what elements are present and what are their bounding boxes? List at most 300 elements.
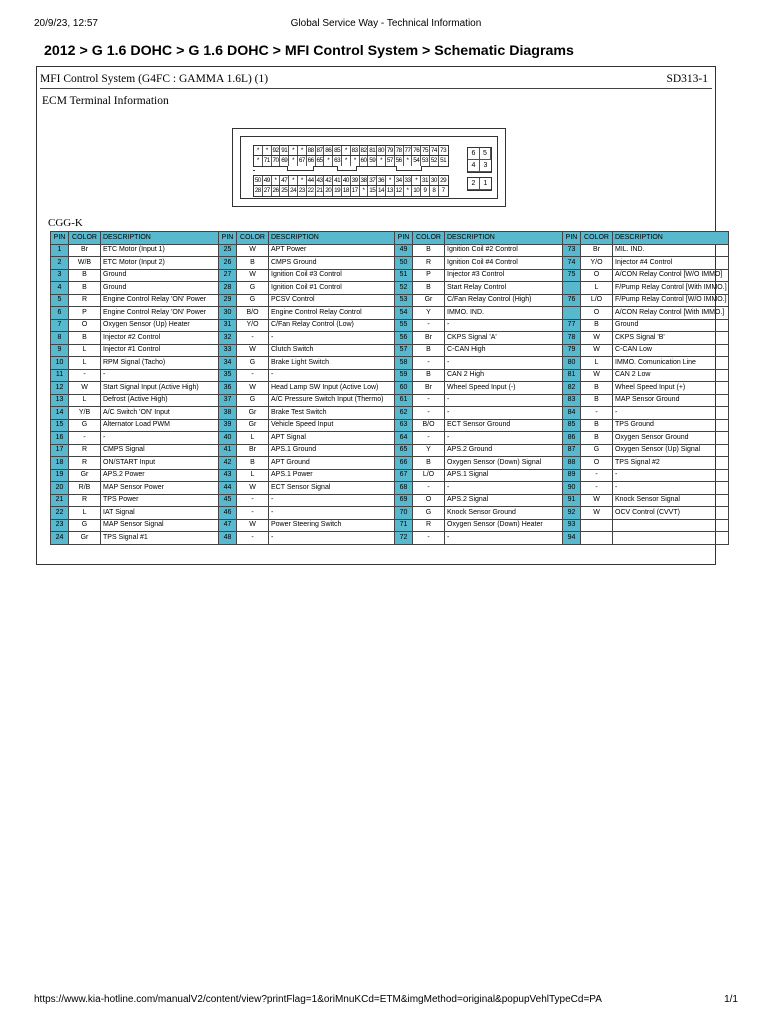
connector-pin: * xyxy=(351,156,360,166)
cell-pin: 47 xyxy=(219,519,237,532)
cell-pin: 90 xyxy=(563,482,581,495)
cell-description: APT Ground xyxy=(269,457,395,470)
table-row xyxy=(51,319,729,332)
connector-pin: 77 xyxy=(404,147,411,154)
connector-pin: 10 xyxy=(413,187,420,194)
connector-pin: 51 xyxy=(440,157,447,164)
connector-pin: * xyxy=(289,156,298,166)
col-header-color: COLOR xyxy=(581,232,613,245)
cell-description: Injector #2 Control xyxy=(101,332,219,345)
connector-pin: * xyxy=(404,186,413,196)
cell-description: Knock Sensor Signal xyxy=(613,494,729,507)
cell-pin: 88 xyxy=(563,457,581,470)
cell-description: OCV Control (CVVT) xyxy=(613,507,729,520)
cell-color: L/O xyxy=(413,469,445,482)
cell-color: - xyxy=(413,357,445,370)
cell-description: Start Relay Control xyxy=(445,282,563,295)
cell-color: L xyxy=(69,344,101,357)
cell-pin xyxy=(563,282,581,295)
cell-description: CKPS Signal 'A' xyxy=(445,332,563,345)
cell-description: Brake Light Switch xyxy=(269,357,395,370)
cell-pin: 5 xyxy=(51,294,69,307)
cell-pin: 93 xyxy=(563,519,581,532)
cell-description: Ground xyxy=(101,282,219,295)
cell-pin: 37 xyxy=(219,394,237,407)
print-datetime: 20/9/23, 12:57 xyxy=(34,18,98,29)
cell-pin: 20 xyxy=(51,482,69,495)
cell-pin: 78 xyxy=(563,332,581,345)
cell-description: A/CON Relay Control [W/O IMMO] xyxy=(613,269,729,282)
cell-color: W xyxy=(237,344,269,357)
panel-title: MFI Control System (G4FC : GAMMA 1.6L) (1) xyxy=(40,73,269,85)
col-header-color: COLOR xyxy=(237,232,269,245)
col-header-description: DESCRIPTION xyxy=(613,232,729,245)
cell-pin: 45 xyxy=(219,494,237,507)
cell-description: - xyxy=(613,469,729,482)
cell-description: Wheel Speed Input (+) xyxy=(613,382,729,395)
cell-pin: 82 xyxy=(563,382,581,395)
cell-description: A/CON Relay Control [With IMMO.] xyxy=(613,307,729,320)
cell-color: G xyxy=(237,282,269,295)
cell-pin: 68 xyxy=(395,482,413,495)
cell-color: G xyxy=(413,507,445,520)
cell-pin: 41 xyxy=(219,444,237,457)
connector-pin: 81 xyxy=(369,147,376,154)
cell-color: B xyxy=(413,244,445,257)
cell-description: Power Steering Switch xyxy=(269,519,395,532)
cell-pin: 81 xyxy=(563,369,581,382)
ecm-terminal-table xyxy=(50,231,729,545)
cell-color: - xyxy=(413,532,445,545)
cell-color: - xyxy=(237,494,269,507)
cell-color: - xyxy=(69,369,101,382)
cell-color: L xyxy=(69,507,101,520)
connector-pin: 37 xyxy=(369,177,376,184)
cell-pin: 1 xyxy=(51,244,69,257)
table-row xyxy=(51,419,729,432)
cell-pin: 61 xyxy=(395,394,413,407)
cell-color: Y xyxy=(413,444,445,457)
cell-pin: 38 xyxy=(219,407,237,420)
connector-pin: 24 xyxy=(290,187,297,194)
cell-description: CKPS Signal 'B' xyxy=(613,332,729,345)
table-row xyxy=(51,332,729,345)
connector-pin: 21 xyxy=(316,187,323,194)
cell-pin: 23 xyxy=(51,519,69,532)
connector-pin: 23 xyxy=(298,187,305,194)
cell-pin: 66 xyxy=(395,457,413,470)
connector-pin: 83 xyxy=(351,147,358,154)
cell-description: - xyxy=(613,407,729,420)
cell-color: Br xyxy=(413,332,445,345)
connector-pin: 1 xyxy=(480,178,492,190)
cell-description: TPS Power xyxy=(101,494,219,507)
cell-pin: 30 xyxy=(219,307,237,320)
cell-pin: 83 xyxy=(563,394,581,407)
connector-pin: 86 xyxy=(325,147,332,154)
connector-pin: 42 xyxy=(325,177,332,184)
cell-pin: 49 xyxy=(395,244,413,257)
cell-description: Ground xyxy=(101,269,219,282)
cell-pin: 34 xyxy=(219,357,237,370)
cell-pin: 51 xyxy=(395,269,413,282)
table-row xyxy=(51,344,729,357)
connector-pin: 71 xyxy=(263,157,270,164)
connector-pin: 47 xyxy=(281,177,288,184)
cell-color: - xyxy=(237,507,269,520)
connector-pin: * xyxy=(272,176,281,186)
cell-color: G xyxy=(581,444,613,457)
cell-color: - xyxy=(237,332,269,345)
cell-color: B xyxy=(581,432,613,445)
cell-color: - xyxy=(69,432,101,445)
cell-description: - xyxy=(445,407,563,420)
cell-pin: 3 xyxy=(51,269,69,282)
cell-description: TPS Ground xyxy=(613,419,729,432)
cell-description: IMMO. Comunication Line xyxy=(613,357,729,370)
connector-pin: 82 xyxy=(360,147,367,154)
cell-description: Knock Sensor Ground xyxy=(445,507,563,520)
connector-pin: 66 xyxy=(307,157,314,164)
cell-pin: 54 xyxy=(395,307,413,320)
cell-description: Ignition Coil #1 Control xyxy=(269,282,395,295)
cell-description: C-CAN Low xyxy=(613,344,729,357)
cell-color: - xyxy=(413,407,445,420)
cell-description: Engine Control Relay 'ON' Power xyxy=(101,294,219,307)
cell-description xyxy=(613,532,729,545)
connector-pin: 19 xyxy=(334,187,341,194)
section-title: ECM Terminal Information xyxy=(42,95,169,107)
cell-color: R xyxy=(413,519,445,532)
cell-description: F/Pump Relay Control [W/O IMMO.] xyxy=(613,294,729,307)
cell-color: Gr xyxy=(413,294,445,307)
cell-description xyxy=(613,519,729,532)
cell-description: A/C Pressure Switch Input (Thermo) xyxy=(269,394,395,407)
table-row xyxy=(51,357,729,370)
connector-pin: * xyxy=(342,156,351,166)
connector-pin: 13 xyxy=(386,187,393,194)
cell-description: Injector #1 Control xyxy=(101,344,219,357)
cell-pin: 87 xyxy=(563,444,581,457)
cell-color: P xyxy=(413,269,445,282)
cell-pin: 25 xyxy=(219,244,237,257)
cell-color: O xyxy=(581,457,613,470)
cell-pin: 15 xyxy=(51,419,69,432)
cell-pin: 56 xyxy=(395,332,413,345)
cell-pin: 35 xyxy=(219,369,237,382)
connector-pin: 12 xyxy=(395,187,402,194)
cell-description: Start Signal Input (Active High) xyxy=(101,382,219,395)
connector-keyway xyxy=(337,166,357,171)
connector-pin: * xyxy=(298,146,307,156)
cell-description: Ignition Coil #3 Control xyxy=(269,269,395,282)
table-row xyxy=(51,444,729,457)
cell-color: B xyxy=(581,319,613,332)
cell-pin: 11 xyxy=(51,369,69,382)
cell-color: Br xyxy=(413,382,445,395)
cell-pin: 33 xyxy=(219,344,237,357)
connector-pin: 92 xyxy=(272,147,279,154)
connector-pin: 41 xyxy=(334,177,341,184)
cell-color: Y xyxy=(413,307,445,320)
cell-color: G xyxy=(237,357,269,370)
connector-pin-row xyxy=(253,185,449,197)
cell-description: Vehicle Speed Input xyxy=(269,419,395,432)
cell-pin: 58 xyxy=(395,357,413,370)
table-row xyxy=(51,407,729,420)
table-row xyxy=(51,457,729,470)
connector-pin: 36 xyxy=(378,177,385,184)
table-row xyxy=(51,532,729,545)
table-row xyxy=(51,482,729,495)
cell-color: W xyxy=(69,382,101,395)
connector-pin: 4 xyxy=(468,160,480,172)
connector-pin: 30 xyxy=(430,177,437,184)
connector-pin: 26 xyxy=(272,187,279,194)
cell-color: G xyxy=(69,519,101,532)
cell-pin: 10 xyxy=(51,357,69,370)
cell-color: W xyxy=(237,482,269,495)
connector-pin: 44 xyxy=(307,177,314,184)
cell-description: - xyxy=(445,357,563,370)
cell-color: B xyxy=(69,332,101,345)
connector-pin: 31 xyxy=(422,177,429,184)
cell-pin: 26 xyxy=(219,257,237,270)
cell-color: L xyxy=(69,394,101,407)
cell-color: L xyxy=(237,432,269,445)
cell-pin: 19 xyxy=(51,469,69,482)
cell-description: ECT Sensor Signal xyxy=(269,482,395,495)
cell-pin: 65 xyxy=(395,444,413,457)
cell-color: O xyxy=(581,307,613,320)
col-header-pin: PIN xyxy=(563,232,581,245)
table-header-row xyxy=(51,232,729,245)
table-row xyxy=(51,294,729,307)
connector-pin: * xyxy=(386,176,395,186)
cell-pin: 46 xyxy=(219,507,237,520)
cell-color: B xyxy=(581,394,613,407)
cell-description: - xyxy=(445,394,563,407)
cell-color: L xyxy=(581,282,613,295)
connector-pin: 76 xyxy=(413,147,420,154)
cell-pin: 86 xyxy=(563,432,581,445)
connector-pin: 73 xyxy=(440,147,447,154)
cell-description: Ground xyxy=(613,319,729,332)
cell-color: Gr xyxy=(237,419,269,432)
cell-description: - xyxy=(445,532,563,545)
cell-description: Clutch Switch xyxy=(269,344,395,357)
cell-description: Oxygen Sensor (Down) Heater xyxy=(445,519,563,532)
connector-pin: 8 xyxy=(430,186,439,196)
cell-pin: 67 xyxy=(395,469,413,482)
cell-pin: 32 xyxy=(219,332,237,345)
connector-pin: 18 xyxy=(342,187,349,194)
cell-color: Y/B xyxy=(69,407,101,420)
connector-pin: 5 xyxy=(480,148,492,160)
table-row xyxy=(51,369,729,382)
cell-description: CMPS Ground xyxy=(269,257,395,270)
connector-pin: 63 xyxy=(334,157,341,164)
connector-pin: 91 xyxy=(281,147,288,154)
cell-color: G xyxy=(69,419,101,432)
cell-pin: 24 xyxy=(51,532,69,545)
print-header xyxy=(34,18,738,32)
cell-description: Oxygen Sensor (Up) Signal xyxy=(613,444,729,457)
table-row xyxy=(51,307,729,320)
cell-description: - xyxy=(101,369,219,382)
connector-pin: 22 xyxy=(307,187,314,194)
cell-description: APS.1 Signal xyxy=(445,469,563,482)
cell-pin: 28 xyxy=(219,282,237,295)
cell-pin: 64 xyxy=(395,432,413,445)
connector-label: CGG-K xyxy=(48,217,83,229)
cell-description: - xyxy=(269,369,395,382)
connector-pin: 29 xyxy=(440,177,447,184)
connector-pin: * xyxy=(412,176,421,186)
cell-color: R xyxy=(69,444,101,457)
cell-pin: 39 xyxy=(219,419,237,432)
cell-pin: 80 xyxy=(563,357,581,370)
cell-color: B/O xyxy=(413,419,445,432)
cell-color: Br xyxy=(237,444,269,457)
cell-description: C/Fan Relay Control (High) xyxy=(445,294,563,307)
cell-description: IAT Signal xyxy=(101,507,219,520)
cell-description: TPS Signal #1 xyxy=(101,532,219,545)
cell-pin: 22 xyxy=(51,507,69,520)
cell-color: W xyxy=(581,332,613,345)
connector-pin: 40 xyxy=(342,177,349,184)
cell-description: C-CAN High xyxy=(445,344,563,357)
col-header-pin: PIN xyxy=(219,232,237,245)
cell-pin: 59 xyxy=(395,369,413,382)
cell-color: B xyxy=(413,369,445,382)
connector-pin: 87 xyxy=(316,147,323,154)
cell-pin: 13 xyxy=(51,394,69,407)
cell-color: W xyxy=(237,382,269,395)
cell-description: CMPS Signal xyxy=(101,444,219,457)
table-row xyxy=(51,244,729,257)
cell-description: C/Fan Relay Control (Low) xyxy=(269,319,395,332)
cell-pin: 74 xyxy=(563,257,581,270)
connector-pin: 85 xyxy=(334,147,341,154)
connector-pin: 79 xyxy=(386,147,393,154)
cell-pin: 6 xyxy=(51,307,69,320)
cell-description: ON/START Input xyxy=(101,457,219,470)
col-header-pin: PIN xyxy=(51,232,69,245)
cell-color: - xyxy=(581,482,613,495)
table-row xyxy=(51,507,729,520)
cell-pin: 42 xyxy=(219,457,237,470)
col-header-description: DESCRIPTION xyxy=(101,232,219,245)
cell-description: Engine Control Relay 'ON' Power xyxy=(101,307,219,320)
connector-pin: 59 xyxy=(369,157,376,164)
cell-color: B/O xyxy=(237,307,269,320)
connector-pin-row xyxy=(253,155,449,167)
col-header-description: DESCRIPTION xyxy=(445,232,563,245)
table-row xyxy=(51,257,729,270)
connector-housing xyxy=(240,136,498,199)
connector-pin: 17 xyxy=(351,187,358,194)
cell-description: Oxygen Sensor Ground xyxy=(613,432,729,445)
cell-color: - xyxy=(237,532,269,545)
connector-pin-block xyxy=(467,177,492,191)
cell-color: B xyxy=(413,282,445,295)
cell-color: B xyxy=(69,269,101,282)
panel-title-bar xyxy=(40,70,712,89)
col-header-color: COLOR xyxy=(413,232,445,245)
table-row xyxy=(51,282,729,295)
cell-color: Br xyxy=(581,244,613,257)
connector-pin-block xyxy=(467,147,492,173)
cell-description: Defrost (Active High) xyxy=(101,394,219,407)
connector-keyway xyxy=(287,166,314,171)
col-header-pin: PIN xyxy=(395,232,413,245)
print-page-title: Global Service Way - Technical Information xyxy=(290,18,482,29)
cell-pin: 62 xyxy=(395,407,413,420)
cell-pin: 31 xyxy=(219,319,237,332)
cell-description: Wheel Speed Input (-) xyxy=(445,382,563,395)
cell-color: R xyxy=(69,494,101,507)
cell-description: Oxygen Sensor (Down) Signal xyxy=(445,457,563,470)
cell-description: - xyxy=(101,432,219,445)
cell-pin: 9 xyxy=(51,344,69,357)
connector-keyway xyxy=(253,170,255,171)
cell-pin: 76 xyxy=(563,294,581,307)
cell-color: - xyxy=(413,482,445,495)
cell-color: - xyxy=(413,394,445,407)
cell-description: A/C Switch 'ON' Input xyxy=(101,407,219,420)
cell-description: APS.2 Power xyxy=(101,469,219,482)
cell-color: - xyxy=(581,407,613,420)
cell-pin: 29 xyxy=(219,294,237,307)
table-row xyxy=(51,432,729,445)
cell-color: L/O xyxy=(581,294,613,307)
cell-pin: 92 xyxy=(563,507,581,520)
cell-description: Engine Control Relay Control xyxy=(269,307,395,320)
cell-color: W xyxy=(581,507,613,520)
cell-color: R xyxy=(69,457,101,470)
cell-color: B xyxy=(581,382,613,395)
cell-pin: 70 xyxy=(395,507,413,520)
cell-description: F/Pump Relay Control [With IMMO.] xyxy=(613,282,729,295)
print-footer xyxy=(34,994,738,1008)
cell-pin: 53 xyxy=(395,294,413,307)
connector-pin: 2 xyxy=(468,178,480,190)
cell-pin: 18 xyxy=(51,457,69,470)
connector-pin: 28 xyxy=(254,187,261,194)
cell-description: ETC Motor (Input 2) xyxy=(101,257,219,270)
table-row xyxy=(51,269,729,282)
cell-description: CAN 2 High xyxy=(445,369,563,382)
connector-pin: 27 xyxy=(263,187,270,194)
cell-description: TPS Signal #2 xyxy=(613,457,729,470)
connector-pin: 70 xyxy=(272,157,279,164)
cell-pin: 4 xyxy=(51,282,69,295)
cell-pin: 16 xyxy=(51,432,69,445)
cell-color: - xyxy=(413,432,445,445)
cell-color xyxy=(581,519,613,532)
connector-pin: 7 xyxy=(441,187,445,194)
cell-description: IMMO. IND. xyxy=(445,307,563,320)
diagram-code: SD313-1 xyxy=(666,73,708,85)
connector-pin: * xyxy=(289,176,298,186)
cell-color: R xyxy=(413,257,445,270)
connector-pin: * xyxy=(298,176,307,186)
col-header-description: DESCRIPTION xyxy=(269,232,395,245)
cell-pin: 75 xyxy=(563,269,581,282)
cell-pin: 72 xyxy=(395,532,413,545)
connector-pin: 52 xyxy=(430,157,437,164)
